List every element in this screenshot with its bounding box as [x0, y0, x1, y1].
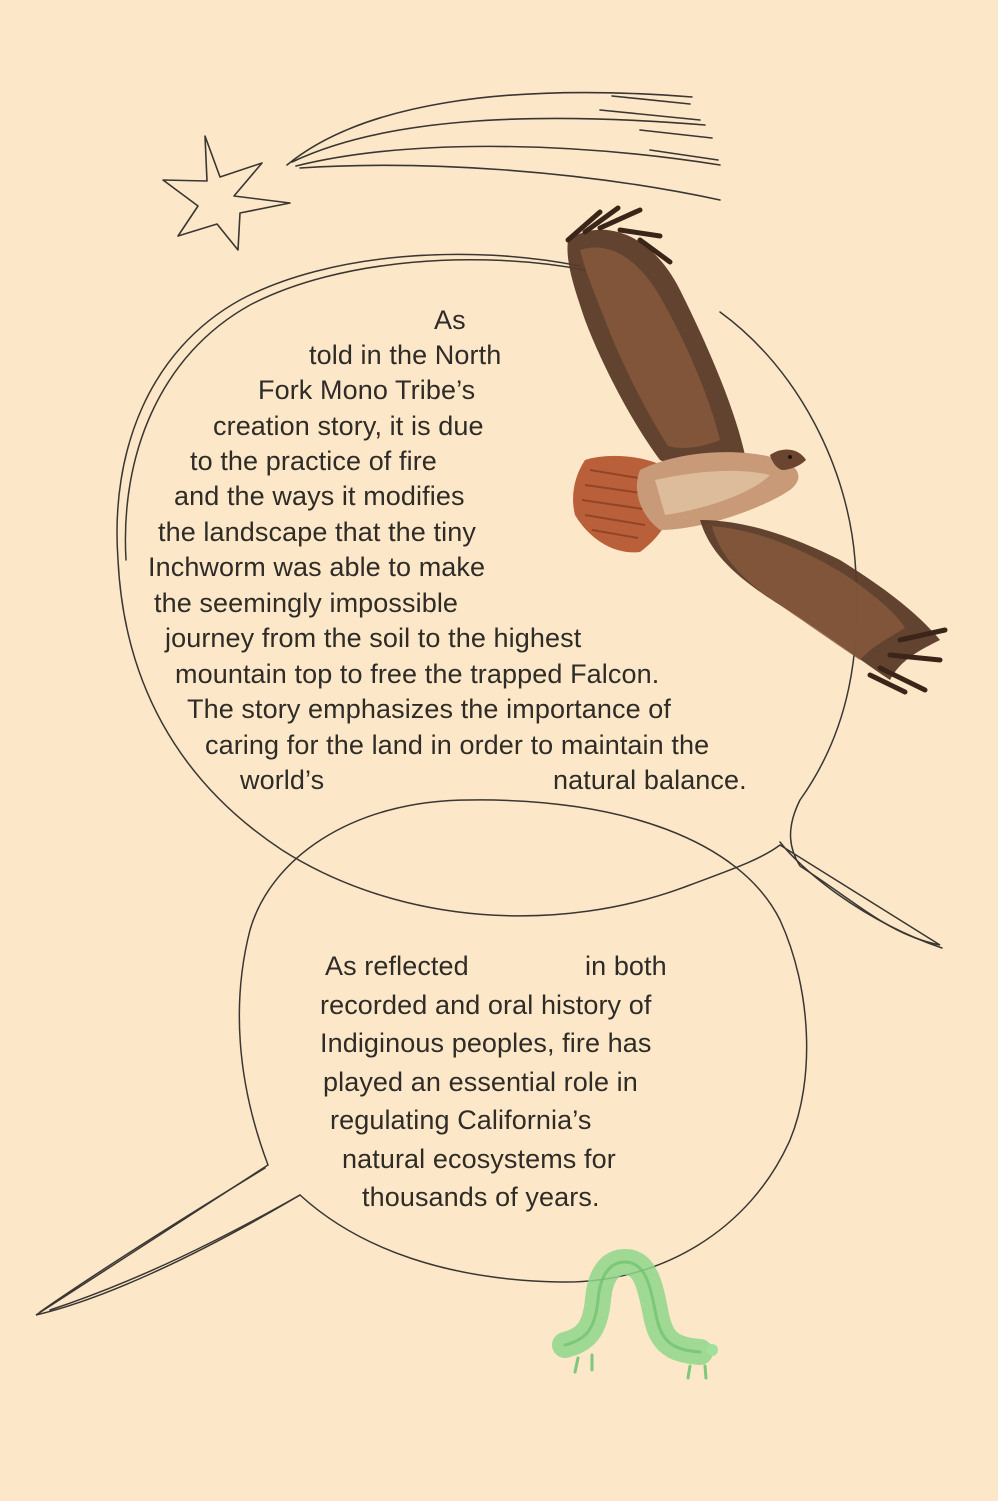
story-line-8: Inchworm was able to make: [148, 552, 486, 582]
shooting-star-icon: [163, 93, 720, 250]
story-line-14a: world’s: [240, 765, 325, 795]
story-line-14b: natural balance.: [553, 765, 747, 795]
inchworm-illustration: [565, 1262, 718, 1378]
story-line-4: creation story, it is due: [213, 411, 484, 441]
story-line-6: and the ways it modifies: [174, 481, 465, 511]
history-line-2: recorded and oral history of: [320, 990, 652, 1020]
story-line-10: journey from the soil to the highest: [165, 623, 582, 653]
history-line-6: natural ecosystems for: [342, 1144, 616, 1174]
story-line-11: mountain top to free the trapped Falcon.: [175, 659, 660, 689]
history-line-1b: in both: [585, 951, 667, 981]
story-line-3: Fork Mono Tribe’s: [258, 375, 476, 405]
history-line-1a: As reflected: [325, 951, 469, 981]
falcon-illustration: [567, 208, 945, 692]
story-line-1: As: [434, 305, 466, 335]
history-line-7: thousands of years.: [362, 1182, 600, 1212]
history-line-4: played an essential role in: [323, 1067, 638, 1097]
story-line-5: to the practice of fire: [190, 446, 437, 476]
story-line-7: the landscape that the tiny: [158, 517, 476, 547]
history-line-3: Indiginous peoples, fire has: [320, 1028, 652, 1058]
story-line-9: the seemingly impossible: [154, 588, 459, 618]
history-line-5: regulating California’s: [330, 1105, 592, 1135]
story-line-13: caring for the land in order to maintain the: [205, 730, 710, 760]
story-line-2: told in the North: [309, 340, 502, 370]
story-line-12: The story emphasizes the importance of: [187, 694, 672, 724]
